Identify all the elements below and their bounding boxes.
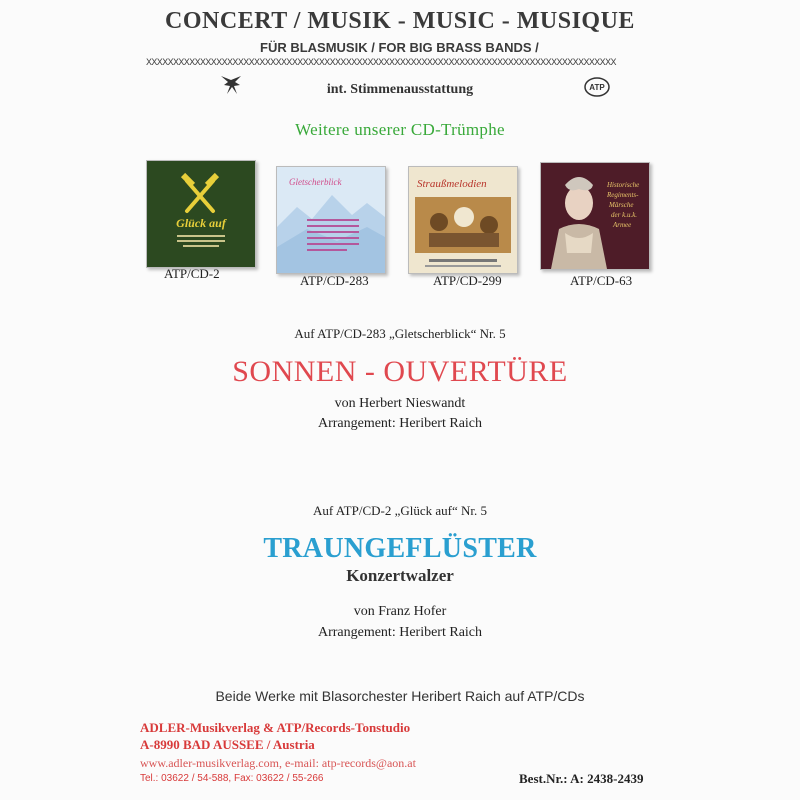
cd-code-label: ATP/CD-299: [433, 273, 502, 288]
piece2-subtitle: Konzertwalzer: [346, 566, 454, 585]
svg-text:ATP: ATP: [589, 83, 605, 92]
piece2-source: Auf ATP/CD-2 „Glück auf“ Nr. 5: [312, 503, 488, 518]
svg-text:Historische: Historische: [607, 181, 640, 189]
svg-text:Armee: Armee: [613, 221, 632, 229]
piece1-source: Auf ATP/CD-283 „Gletscherblick“ Nr. 5: [294, 326, 506, 341]
piece1-composer: von Herbert Nieswandt: [334, 396, 466, 411]
publisher-web-link[interactable]: www.adler-musikverlag.com, e-mail: atp-records@aon.at: [140, 756, 416, 770]
order-number: Best.Nr.: A: 2438-2439: [519, 771, 644, 786]
page-subtitle: FÜR BLASMUSIK / FOR BIG BRASS BANDS /: [260, 40, 539, 55]
cd-cover-straussmelodien: [408, 166, 518, 274]
svg-text:Regiments-: Regiments-: [607, 191, 639, 199]
page-title: CONCERT / MUSIK - MUSIC - MUSIQUE: [165, 8, 635, 34]
publisher-name: ADLER-Musikverlag & ATP/Records-Tonstudio: [140, 720, 411, 735]
cd-cover-title: Glück auf: [176, 216, 226, 230]
atp-logo-icon: [584, 76, 610, 102]
svg-text:Gletscherblick: Gletscherblick: [289, 177, 342, 187]
x-divider-line: XXXXXXXXXXXXXXXXXXXXXXXXXXXXXXXXXXXXXXXXXXXXXXXXXXXXXXXXXXXXXXXXXXXXXXXXXXXXXXXXXXXXXXX: [146, 58, 616, 69]
stimmen-text: int. Stimmenausstattung: [326, 82, 474, 97]
cd-code-label: ATP/CD-63: [570, 273, 633, 288]
publisher-phone: Tel.: 03622 / 54-588, Fax: 03622 / 55-266: [140, 773, 324, 784]
piece2-title: TRAUNGEFLÜSTER: [263, 533, 537, 564]
piece1-arranger: Arrangement: Heribert Raich: [317, 416, 483, 431]
cd-cover-title: Straußmelodien: [417, 178, 487, 190]
cd-cover-gletscherblick: [276, 166, 386, 274]
cd-code-label: ATP/CD-2: [164, 266, 220, 281]
recording-note: Beide Werke mit Blasorchester Heribert Raich auf ATP/CDs: [215, 688, 585, 704]
cd-section-heading: Weitere unserer CD-Trümphe: [295, 120, 505, 139]
cd-cover-regimentsmaersche: [540, 162, 650, 270]
cd-cover-glueck-auf: [146, 160, 256, 268]
piece2-arranger: Arrangement: Heribert Raich: [317, 625, 483, 640]
svg-text:der k.u.k.: der k.u.k.: [611, 211, 638, 219]
piece2-composer: von Franz Hofer: [353, 604, 447, 619]
piece1-title: SONNEN - OUVERTÜRE: [232, 355, 568, 388]
cd-code-label: ATP/CD-283: [300, 273, 369, 288]
svg-text:Märsche: Märsche: [609, 201, 634, 209]
publisher-address: A-8990 BAD AUSSEE / Austria: [140, 737, 315, 752]
